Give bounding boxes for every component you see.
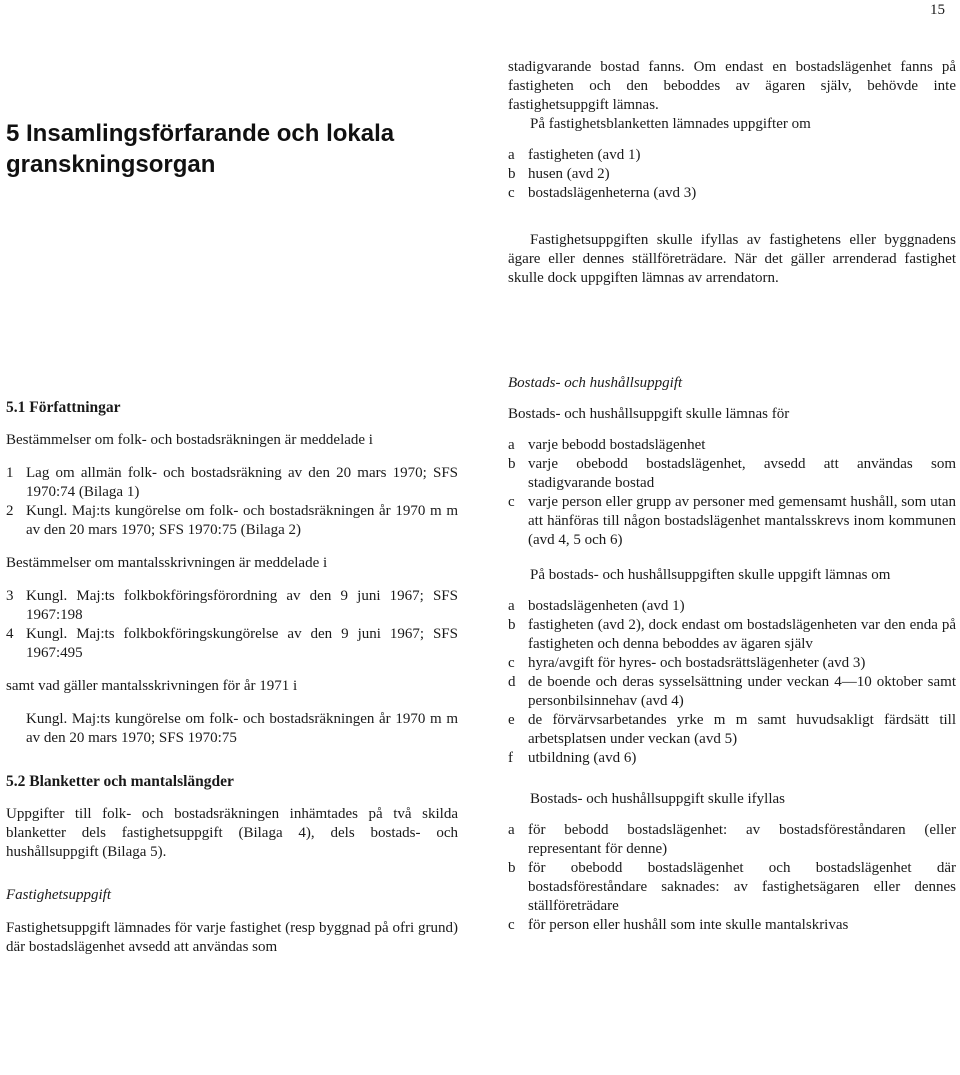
section-5-1-intro-2: Bestämmelser om mantalsskrivningen är meddelade i: [6, 555, 328, 571]
list-item: b husen (avd 2): [508, 166, 610, 182]
list-item: c varje person eller grupp av personer med gemensamt hushåll, som utan att hänföras till någon bostadslägenhet mantalsskrevs inom kommunen (avd 4, 5 och 6): [508, 494, 956, 548]
section-5-1-extra: Kungl. Maj:ts kungörelse om folk- och bostadsräkningen år 1970 m m av den 20 mars 1970; SFS 1970:75: [26, 711, 458, 746]
list-item: a för bebodd bostadslägenhet: av bostadsföreståndaren (eller representant för denne): [508, 822, 956, 857]
list-item: a fastigheten (avd 1): [508, 147, 641, 163]
fastighetsuppgift-paragraph: Fastighetsuppgift lämnades för varje fastighet (resp byggnad på ofri grund) där bostadslägenhet avsedd att användas som: [6, 920, 458, 955]
bostads-lead-3: Bostads- och hushållsuppgift skulle ifyllas: [530, 791, 785, 807]
list-item: 4 Kungl. Maj:ts folkbokföringskungörelse av den 9 juni 1967; SFS 1967:495: [6, 626, 458, 661]
section-5-2-paragraph: Uppgifter till folk- och bostadsräkningen inhämtades på två skilda blanketter dels fastighetsuppgift (Bilaga 4), dels bostads- och hushållsuppgift (Bilaga 5).: [6, 806, 458, 860]
right-column: [508, 374, 956, 935]
list-item: d de boende och deras sysselsättning under veckan 4—10 oktober samt personbilsinnehav (avd 4): [508, 674, 956, 709]
bostads-lead-2: På bostads- och hushållsuppgiften skulle uppgift lämnas om: [530, 567, 891, 583]
top-right-block: [508, 58, 956, 288]
fastighet-lead: På fastighetsblanketten lämnades uppgifter om: [530, 116, 811, 132]
list-item: f utbildning (avd 6): [508, 750, 637, 766]
list-item: c bostadslägenheterna (avd 3): [508, 185, 697, 201]
list-item: 2 Kungl. Maj:ts kungörelse om folk- och bostadsräkningen år 1970 m m av den 20 mars 1970; SFS 1970:75 (Bilaga 2): [6, 503, 458, 538]
fastighetsuppgift-heading: Fastighetsuppgift: [6, 887, 111, 903]
list-item: c hyra/avgift för hyres- och bostadsrättslägenheter (avd 3): [508, 655, 866, 671]
list-item: b för obebodd bostadslägenhet och bostadslägenhet där bostadsföreståndare saknades: av fastighetsägaren eller dennes ställföreträdare: [508, 860, 956, 914]
list-item: 3 Kungl. Maj:ts folkbokföringsförordning av den 9 juni 1967; SFS 1967:198: [6, 588, 458, 623]
list-item: 1 Lag om allmän folk- och bostadsräkning av den 20 mars 1970; SFS 1970:74 (Bilaga 1): [6, 465, 458, 500]
section-5-1-intro-3: samt vad gäller mantalsskrivningen för år 1971 i: [6, 678, 298, 694]
bostads-heading: Bostads- och hushållsuppgift: [508, 375, 683, 391]
section-5-1-title: 5.1 Författningar: [6, 399, 121, 416]
list-item: c för person eller hushåll som inte skulle mantalskrivas: [508, 917, 849, 933]
section-5-1-intro: Bestämmelser om folk- och bostadsräkningen är meddelade i: [6, 432, 373, 448]
list-item: a varje bebodd bostadslägenhet: [508, 437, 706, 453]
left-column: [6, 398, 458, 957]
list-item: b varje obebodd bostadslägenhet, avsedd att användas som stadigvarande bostad: [508, 456, 956, 491]
intro-paragraph: stadigvarande bostad fanns. Om endast en bostadslägenhet fanns på fastigheten och den beboddes av ägaren själv, behövde inte fastighetsuppgift lämnas.: [508, 59, 956, 113]
list-item: e de förvärvsarbetandes yrke m m samt huvudsakligt färdsätt till arbetsplatsen under veckan (avd 5): [508, 712, 956, 747]
fastighet-paragraph: Fastighetsuppgiften skulle ifyllas av fastighetens eller byggnadens ägare eller dennes ställföreträdare. När det gäller arrenderad fastighet skulle dock uppgiften lämnas av arrendatorn.: [508, 232, 956, 286]
page-number: 15: [930, 2, 945, 18]
chapter-title: 5 Insamlingsförfarande och lokala granskningsorgan: [6, 120, 395, 178]
bostads-lead-1: Bostads- och hushållsuppgift skulle lämnas för: [508, 406, 790, 422]
section-5-2-title: 5.2 Blanketter och mantalslängder: [6, 773, 234, 790]
list-item: a bostadslägenheten (avd 1): [508, 598, 685, 614]
list-item: b fastigheten (avd 2), dock endast om bostadslägenheten var den enda på fastigheten och denna beboddes av ägaren själv: [508, 617, 956, 652]
